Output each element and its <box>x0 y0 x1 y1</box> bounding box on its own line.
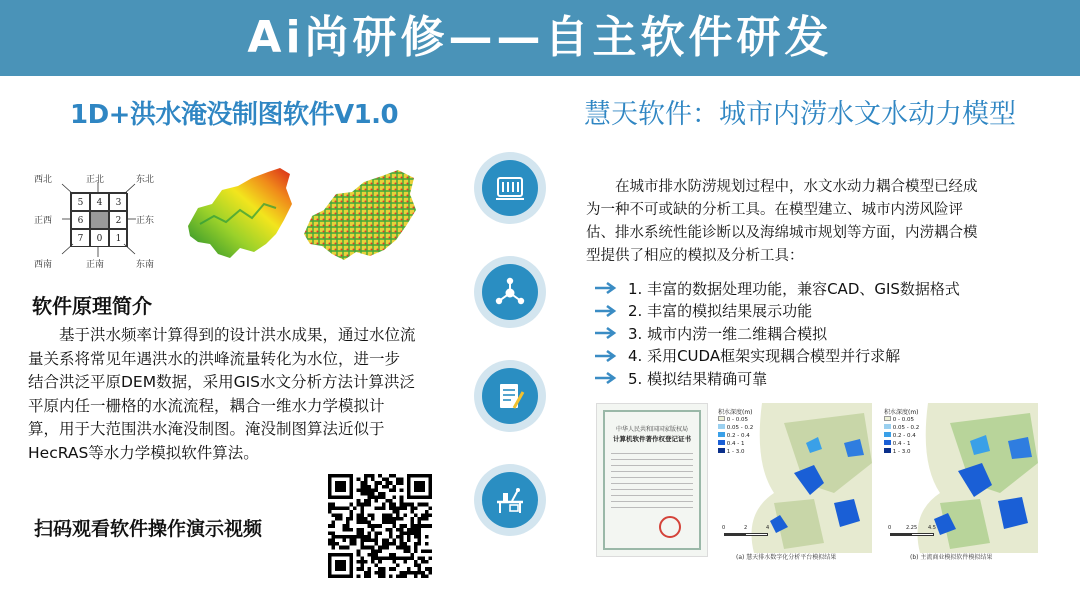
legend-item: 0.2 - 0.4 <box>726 433 750 439</box>
model-intro-text <box>586 176 1038 268</box>
grid-cell: 0 <box>90 229 109 247</box>
software-copyright-certificate <box>596 403 708 557</box>
direction-label-se: 东南 <box>136 260 155 270</box>
left-section-heading: 1D+洪水淹没制图软件V1.0 <box>70 100 399 130</box>
arrow-right-icon <box>594 349 620 363</box>
legend-b <box>884 416 919 456</box>
workbench-icon <box>494 484 526 516</box>
scale-bar-b <box>890 533 934 536</box>
legend-item: 0 - 0.05 <box>726 417 748 423</box>
legend-item: 0.4 - 1 <box>892 441 911 447</box>
scale-tick: 4.5 <box>928 525 936 531</box>
scale-tick: 2.25 <box>906 525 918 531</box>
direction-label-sw: 西南 <box>34 260 53 270</box>
workbench-icon-badge <box>474 464 546 536</box>
intro-line: 为一种不可或缺的分析工具。在模型建立、城市内涝风险评 <box>586 202 963 218</box>
dem-elevation-map <box>180 164 296 264</box>
grid-cell: 5 <box>71 193 90 211</box>
map-caption-a: (a) 慧天排水数字化分析平台模拟结果 <box>736 554 837 561</box>
grid-cell-center <box>90 211 109 229</box>
principle-text <box>28 324 450 465</box>
cert-title: 计算机软件著作权登记证书 <box>613 435 691 443</box>
document-icon-badge <box>474 360 546 432</box>
legend-item: 1 - 3.0 <box>726 449 745 455</box>
principle-line: 算，用于大范围洪水淹没制图。淹没制图算法近似于 <box>28 420 385 438</box>
feature-item <box>594 300 1034 323</box>
principle-heading: 软件原理简介 <box>32 294 152 318</box>
grid-cell: 2 <box>109 211 128 229</box>
direction-label-e: 正东 <box>136 216 155 226</box>
feature-item <box>594 322 1034 345</box>
flow-direction-diagram <box>28 170 170 270</box>
feature-list <box>594 277 1034 390</box>
grid-cell: 4 <box>90 193 109 211</box>
grid-cell: 1 <box>109 229 128 247</box>
principle-line: 平原内任一栅格的水流流程，耦合一维水力学模拟计 <box>28 396 385 415</box>
arrow-right-icon <box>594 281 620 295</box>
intro-line: 在城市排水防涝规划过程中，水文水动力耦合模型已经成 <box>586 179 978 195</box>
qr-code[interactable] <box>328 474 432 578</box>
official-seal <box>659 516 681 538</box>
legend-a <box>718 416 753 456</box>
arrow-right-icon <box>594 304 620 318</box>
banner-title: Ai尚研修——自主软件研发 <box>247 12 833 63</box>
grid-cell: 7 <box>71 229 90 247</box>
feature-label: 4. 采用CUDA框架实现耦合模型并行求解 <box>628 347 901 366</box>
legend-item: 0.05 - 0.2 <box>726 425 754 431</box>
flood-map-b <box>880 403 1038 573</box>
right-section-heading: 慧天软件：城市内涝水文水动力模型 <box>584 99 1016 130</box>
principle-line: 基于洪水频率计算得到的设计洪水成果，通过水位流 <box>28 326 416 344</box>
grid-cell: 3 <box>109 193 128 211</box>
grid-cell: 6 <box>71 211 90 229</box>
feature-item <box>594 367 1034 390</box>
principle-line: HecRAS等水力学模拟软件算法。 <box>28 443 259 462</box>
scale-tick: 2 <box>744 525 748 531</box>
network-icon <box>494 276 526 308</box>
legend-title-b: 积水深度(m) <box>884 409 919 416</box>
direction-label-w: 正西 <box>34 216 53 226</box>
cert-header: 中华人民共和国国家版权局 <box>615 426 688 433</box>
legend-item: 0.2 - 0.4 <box>892 433 916 439</box>
flow-accumulation-map <box>298 164 422 264</box>
direction-label-s: 正南 <box>86 260 105 270</box>
legend-item: 0.05 - 0.2 <box>892 425 920 431</box>
legend-item: 0.4 - 1 <box>726 441 745 447</box>
server-icon <box>494 172 526 204</box>
scale-tick: 0 <box>888 525 892 531</box>
feature-item <box>594 345 1034 368</box>
feature-label: 2. 丰富的模拟结果展示功能 <box>628 302 813 321</box>
flood-map-a <box>714 403 872 573</box>
scale-bar-a <box>724 533 768 536</box>
legend-item: 0 - 0.05 <box>892 417 914 423</box>
legend-item: 1 - 3.0 <box>892 449 911 455</box>
direction-grid <box>70 192 127 247</box>
arrow-right-icon <box>594 326 620 340</box>
document-icon <box>494 380 526 412</box>
scan-qr-caption: 扫码观看软件操作演示视频 <box>34 518 263 540</box>
feature-item <box>594 277 1034 300</box>
map-caption-b: (b) 主流商业模拟软件模拟结果 <box>910 554 993 561</box>
feature-label: 3. 城市内涝一维二维耦合模拟 <box>628 324 828 343</box>
scale-tick: 0 <box>722 525 726 531</box>
intro-line: 估、排水系统性能诊断以及海绵城市规划等方面，内涝耦合模 <box>586 225 978 241</box>
direction-label-n: 正北 <box>86 175 105 185</box>
direction-label-ne: 东北 <box>136 175 155 185</box>
direction-label-nw: 西北 <box>34 175 53 185</box>
arrow-right-icon <box>594 371 620 385</box>
principle-line: 结合洪泛平原DEM数据，采用GIS水文分析方法计算洪泛 <box>28 373 416 391</box>
principle-line: 量关系将常见年遇洪水的洪峰流量转化为水位，进一步 <box>28 349 401 368</box>
legend-title-a: 积水深度(m) <box>718 409 753 416</box>
feature-label: 1. 丰富的数据处理功能，兼容CAD、GIS数据格式 <box>628 279 960 298</box>
feature-label: 5. 模拟结果精确可靠 <box>628 369 768 388</box>
server-icon-badge <box>474 152 546 224</box>
network-icon-badge <box>474 256 546 328</box>
intro-line: 型提供了相应的模拟及分析工具： <box>586 248 804 264</box>
scale-tick: 4 <box>766 525 770 531</box>
